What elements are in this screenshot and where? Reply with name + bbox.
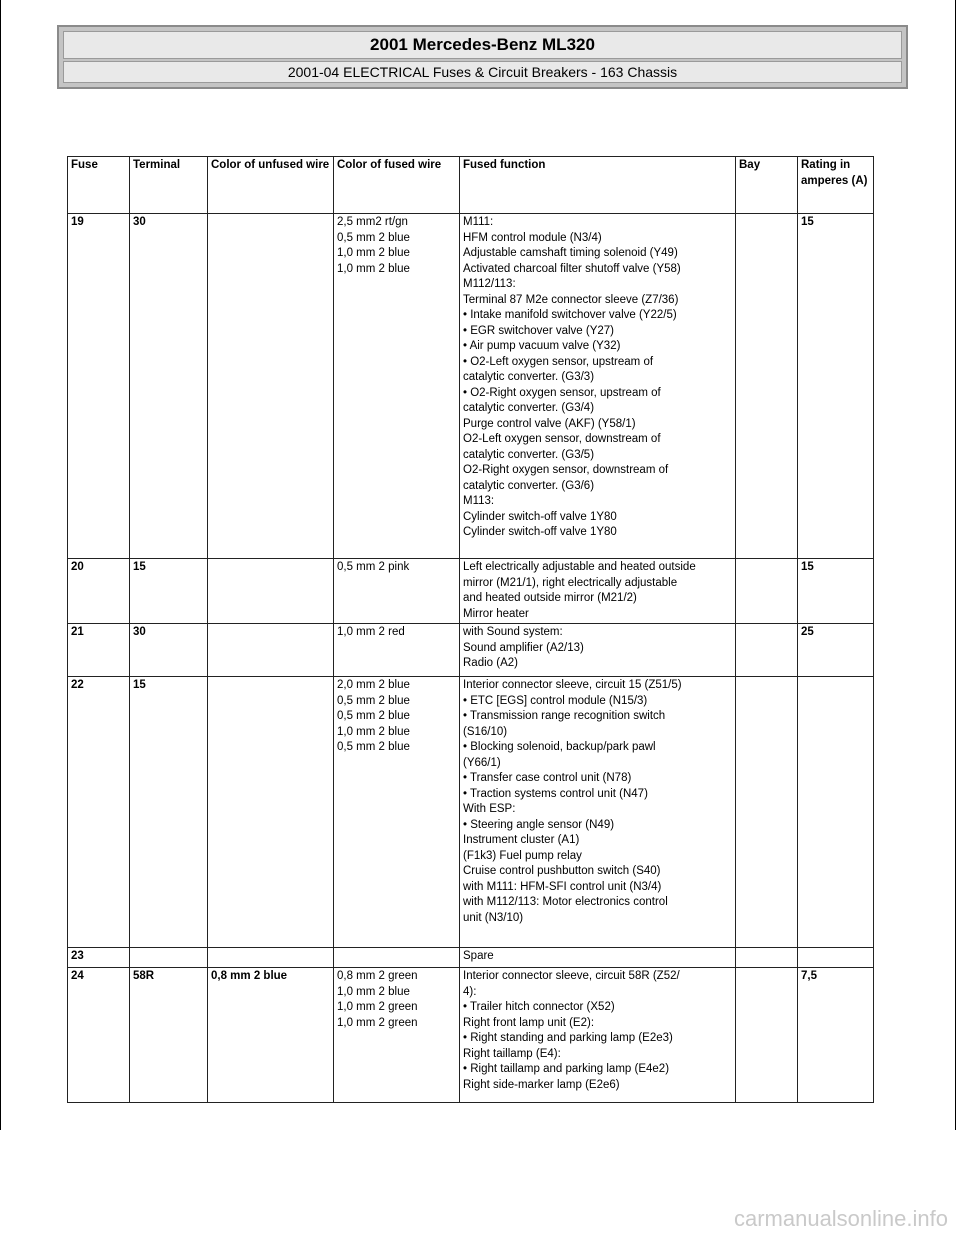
watermark: carmanualsonline.info	[733, 1206, 948, 1231]
fused-function-line: catalytic converter. (G3/5)	[463, 448, 595, 461]
terminal: 15	[130, 677, 208, 948]
col-header-rating: Rating in amperes (A)	[798, 157, 874, 214]
fused-function-line: Terminal 87 M2e connector sleeve (Z7/36)	[463, 293, 679, 306]
rating	[798, 677, 874, 948]
fused-wire-line: 0,5 mm 2 blue	[337, 231, 410, 244]
fused-wire-line: 0,5 mm 2 blue	[337, 694, 410, 707]
unfused-wire	[208, 559, 334, 624]
fused-wire	[334, 677, 460, 948]
fused-wire-line: 1,0 mm 2 red	[337, 626, 405, 638]
fused-function	[460, 968, 736, 1103]
fused-wire-line: 0,5 mm 2 blue	[337, 710, 410, 722]
fused-function-line: • Steering angle sensor (N49)	[463, 818, 615, 831]
fused-function-line: • Trailer hitch connector (X52)	[463, 1001, 615, 1013]
fused-function-line: (S16/10)	[463, 725, 508, 738]
fused-function-line: Cruise control pushbutton switch (S40)	[463, 865, 661, 877]
table-row	[68, 968, 874, 1103]
fused-function-line: with Sound system:	[463, 626, 563, 638]
table-row	[68, 677, 874, 948]
terminal	[130, 948, 208, 968]
table-row	[68, 214, 874, 559]
fused-wire	[334, 968, 460, 1103]
document-subtitle: 2001-04 ELECTRICAL Fuses & Circuit Breakers - 163 Chassis	[63, 61, 902, 83]
bay	[736, 559, 798, 624]
fused-function-line: • O2-Left oxygen sensor, upstream of	[463, 355, 654, 368]
fused-function-line: and heated outside mirror (M21/2)	[463, 592, 637, 604]
unfused-wire	[208, 677, 334, 948]
rating	[798, 948, 874, 968]
fuse-number: 21	[68, 624, 130, 677]
fused-function-line: Instrument cluster (A1)	[463, 834, 580, 846]
fused-function-line: • ETC [EGS] control module (N15/3)	[463, 694, 648, 707]
rating: 15	[798, 559, 874, 624]
fused-function-line: O2-Left oxygen sensor, downstream of	[463, 433, 661, 445]
rating: 7,5	[798, 968, 874, 1103]
fused-function-line: with M111: HFM-SFI control unit (N3/4)	[463, 880, 662, 893]
col-header-fused-wire: Color of fused wire	[334, 157, 460, 214]
fused-wire-line: 1,0 mm 2 blue	[337, 985, 410, 998]
fused-function-line: (Y66/1)	[463, 756, 501, 769]
fused-function	[460, 624, 736, 677]
fused-function-line: Mirror heater	[463, 607, 529, 620]
fused-function-line: HFM control module (N3/4)	[463, 231, 602, 244]
fused-function-line: Purge control valve (AKF) (Y58/1)	[463, 417, 636, 430]
fused-function-line: mirror (M21/1), right electrically adjustable	[463, 576, 678, 589]
fused-function-line: Interior connector sleeve, circuit 58R (Z52/	[463, 970, 680, 982]
fused-wire-line: 0,8 mm 2 green	[337, 970, 418, 982]
unfused-wire	[208, 968, 334, 1103]
unfused-wire	[208, 214, 334, 559]
terminal: 30	[130, 624, 208, 677]
fused-function-line: unit (N3/10)	[463, 911, 524, 924]
bay	[736, 624, 798, 677]
fused-wire-line: 1,0 mm 2 blue	[337, 725, 410, 738]
fused-function-line: with M112/113: Motor electronics control	[463, 896, 668, 908]
fused-function-line: (F1k3) Fuel pump relay	[463, 849, 582, 862]
fused-wire-line: 0,5 mm 2 blue	[337, 741, 410, 753]
fused-wire-line: 1,0 mm 2 blue	[337, 262, 410, 275]
fused-function	[460, 677, 736, 948]
fused-function-line: catalytic converter. (G3/6)	[463, 479, 595, 492]
fused-wire-line: 2,5 mm2 rt/gn	[337, 216, 408, 228]
fused-function	[460, 948, 736, 968]
fuse-number: 24	[68, 968, 130, 1103]
bay	[736, 214, 798, 559]
terminal: 15	[130, 559, 208, 624]
fused-function-line: Radio (A2)	[463, 657, 518, 669]
fused-function-line: • Right standing and parking lamp (E2e3)	[463, 1032, 673, 1044]
bay	[736, 948, 798, 968]
fused-function-line: Cylinder switch-off valve 1Y80	[463, 510, 617, 523]
table-body	[68, 214, 874, 1103]
fused-function	[460, 559, 736, 624]
fused-function-line: M112/113:	[463, 278, 516, 290]
fused-function-line: With ESP:	[463, 803, 516, 815]
fused-wire-line: 2,0 mm 2 blue	[337, 679, 410, 691]
fused-wire	[334, 624, 460, 677]
fused-wire	[334, 948, 460, 968]
col-header-fuse: Fuse	[68, 157, 130, 214]
fused-function-line: Right side-marker lamp (E2e6)	[463, 1078, 620, 1091]
fused-function-line: Cylinder switch-off valve 1Y80	[463, 526, 617, 538]
fuse-number: 22	[68, 677, 130, 948]
fused-function-line: catalytic converter. (G3/3)	[463, 371, 595, 383]
fused-function-line: Right taillamp (E4):	[463, 1047, 561, 1060]
fused-function-line: Left electrically adjustable and heated outside	[463, 561, 696, 573]
fused-function-line: • EGR switchover valve (Y27)	[463, 324, 615, 337]
fused-function	[460, 214, 736, 559]
fused-function-line: O2-Right oxygen sensor, downstream of	[463, 464, 669, 476]
fused-function-line: • Transmission range recognition switch	[463, 710, 666, 722]
fused-function-line: Right front lamp unit (E2):	[463, 1016, 595, 1029]
unfused-wire-line: 0,8 mm 2 blue	[211, 970, 288, 982]
document-header	[57, 25, 908, 89]
fused-wire	[334, 214, 460, 559]
table-row	[68, 948, 874, 968]
fuse-number: 19	[68, 214, 130, 559]
fused-function-line: • Traction systems control unit (N47)	[463, 787, 648, 800]
unfused-wire	[208, 624, 334, 677]
fused-wire-line: 0,5 mm 2 pink	[337, 561, 410, 573]
fuse-number: 23	[68, 948, 130, 968]
fused-function-line: M111:	[463, 216, 494, 228]
terminal: 58R	[130, 968, 208, 1103]
fused-function-line: Adjustable camshaft timing solenoid (Y49)	[463, 247, 678, 259]
fused-function-line: 4):	[463, 985, 477, 998]
fused-function-line: • Transfer case control unit (N78)	[463, 772, 632, 784]
fuse-table-scan	[67, 156, 873, 1112]
terminal: 30	[130, 214, 208, 559]
fused-wire-line: 1,0 mm 2 green	[337, 1001, 418, 1013]
table-row	[68, 624, 874, 677]
fused-function-line: Interior connector sleeve, circuit 15 (Z51/5)	[463, 679, 682, 691]
document-title: 2001 Mercedes-Benz ML320	[63, 31, 902, 59]
col-header-terminal: Terminal	[130, 157, 208, 214]
bay	[736, 677, 798, 948]
fused-wire-line: 1,0 mm 2 green	[337, 1016, 418, 1029]
fused-function-line: Activated charcoal filter shutoff valve (Y58)	[463, 262, 681, 275]
col-header-unfused-wire: Color of unfused wire	[208, 157, 334, 214]
fused-wire-line: 1,0 mm 2 blue	[337, 247, 410, 259]
table-header-row	[68, 157, 874, 214]
fused-function-line: • Intake manifold switchover valve (Y22/5)	[463, 309, 677, 321]
col-header-fused-function: Fused function	[460, 157, 736, 214]
fused-wire	[334, 559, 460, 624]
fused-function-line: Spare	[463, 950, 494, 962]
fused-function-line: Sound amplifier (A2/13)	[463, 641, 584, 654]
rating: 15	[798, 214, 874, 559]
fused-function-line: M113:	[463, 495, 495, 507]
bay	[736, 968, 798, 1103]
fuse-table	[67, 156, 874, 1103]
fused-function-line: catalytic converter. (G3/4)	[463, 402, 595, 414]
fuse-number: 20	[68, 559, 130, 624]
fused-function-line: • Air pump vacuum valve (Y32)	[463, 340, 621, 352]
col-header-bay: Bay	[736, 157, 798, 214]
page-left-border	[0, 0, 1, 1130]
unfused-wire	[208, 948, 334, 968]
fused-function-line: • Right taillamp and parking lamp (E4e2)	[463, 1063, 670, 1075]
table-row	[68, 559, 874, 624]
page-right-border	[955, 0, 956, 1130]
fused-function-line: • O2-Right oxygen sensor, upstream of	[463, 386, 661, 399]
rating: 25	[798, 624, 874, 677]
fused-function-line: • Blocking solenoid, backup/park pawl	[463, 741, 656, 753]
